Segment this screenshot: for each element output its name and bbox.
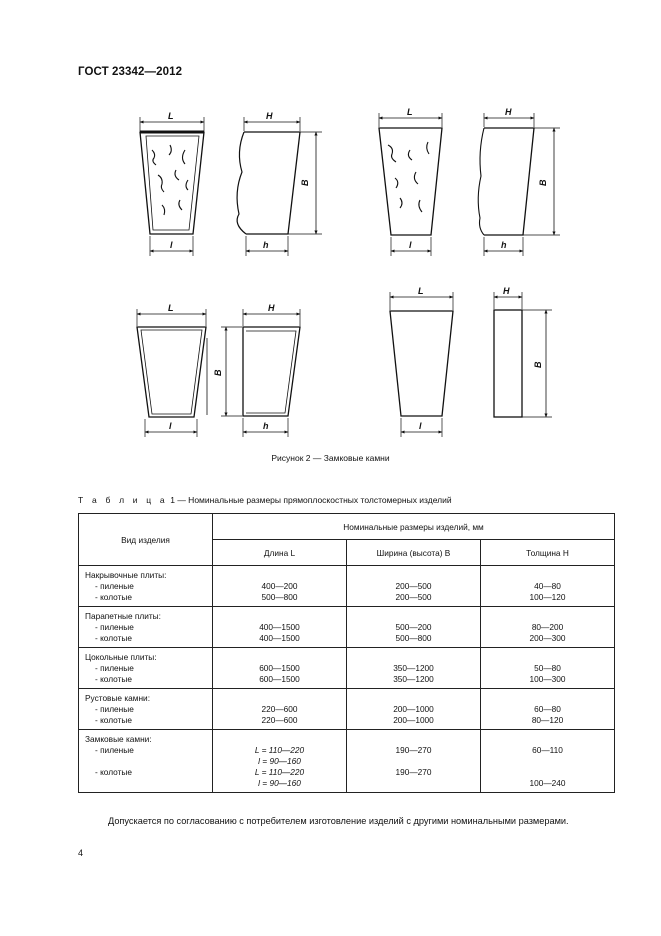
stone-front-4 [390, 311, 453, 416]
page-number: 4 [78, 848, 84, 858]
table-row: Замковые камни: - пиленые - колотые L = 110—220 l = 90—160 L = 110—220 l = 90—160 190—270 190—270 60—110 100—240 [79, 730, 615, 793]
stone-side-1 [244, 132, 300, 234]
dim-label-L: L [168, 303, 174, 313]
dim-label-L: L [168, 111, 174, 121]
stone-side-3 [243, 327, 300, 416]
table-row: Цокольные плиты: - пиленые - колотые 600—1500 600—1500 350—1200 350—1200 50—80 100—300 [79, 648, 615, 689]
table-caption [78, 495, 452, 505]
stone-side-4 [494, 310, 522, 417]
dim-label-l: l [409, 240, 412, 250]
dim-label-B: B [533, 361, 543, 368]
stone-front-3 [137, 327, 206, 417]
dim-label-h: h [263, 240, 269, 250]
dim-label-B: B [213, 369, 223, 376]
dim-label-L: L [407, 107, 413, 117]
dim-label-H: H [503, 286, 510, 296]
stone-front-2 [379, 128, 442, 235]
stone-side-2 [484, 128, 534, 235]
document-header: ГОСТ 23342—2012 [78, 66, 183, 78]
dim-label-H: H [268, 303, 275, 313]
table-row: Рустовые камни: - пиленые - колотые 220—600 220—600 200—1000 200—1000 60—80 80—120 [79, 689, 615, 730]
dim-label-l: l [419, 421, 422, 431]
table-row: Накрывочные плиты: - пиленые - колотые 400—200 500—800 200—500 200—500 40—80 100—120 [79, 566, 615, 607]
body-paragraph: Допускается по согласованию с потребителем изготовление изделий с другими номинальными размерами. [108, 816, 569, 826]
dim-label-B: B [538, 179, 548, 186]
dim-label-l: l [169, 421, 172, 431]
table-row: Парапетные плиты: - пиленые - колотые 400—1500 400—1500 500—200 500—800 80—200 200—300 [79, 607, 615, 648]
nominal-sizes-table [78, 513, 615, 793]
col-header-nominal: Номинальные размеры изделий, мм [213, 514, 615, 540]
dim-label-L: L [418, 286, 424, 296]
split-texture-2 [388, 142, 429, 212]
col-header-length: Длина L [213, 540, 347, 566]
table-caption-text: 1 — Номинальные размеры прямоплоскостных толстомерных изделий [167, 495, 452, 505]
dim-label-h: h [501, 240, 507, 250]
col-header-kind: Вид изделия [79, 514, 213, 566]
dim-label-B: B [300, 179, 310, 186]
col-header-width: Ширина (высота) B [347, 540, 481, 566]
figure-stones-drawings [0, 0, 661, 450]
dim-label-h: h [263, 421, 269, 431]
col-header-thickness: Толщина H [481, 540, 615, 566]
split-texture-1 [152, 145, 188, 215]
dim-label-l: l [170, 240, 173, 250]
figure-caption: Рисунок 2 — Замковые камни [271, 453, 390, 463]
dim-label-H: H [505, 107, 512, 117]
dim-label-H: H [266, 111, 273, 121]
table-caption-word: Т а б л и ц а [78, 495, 168, 505]
